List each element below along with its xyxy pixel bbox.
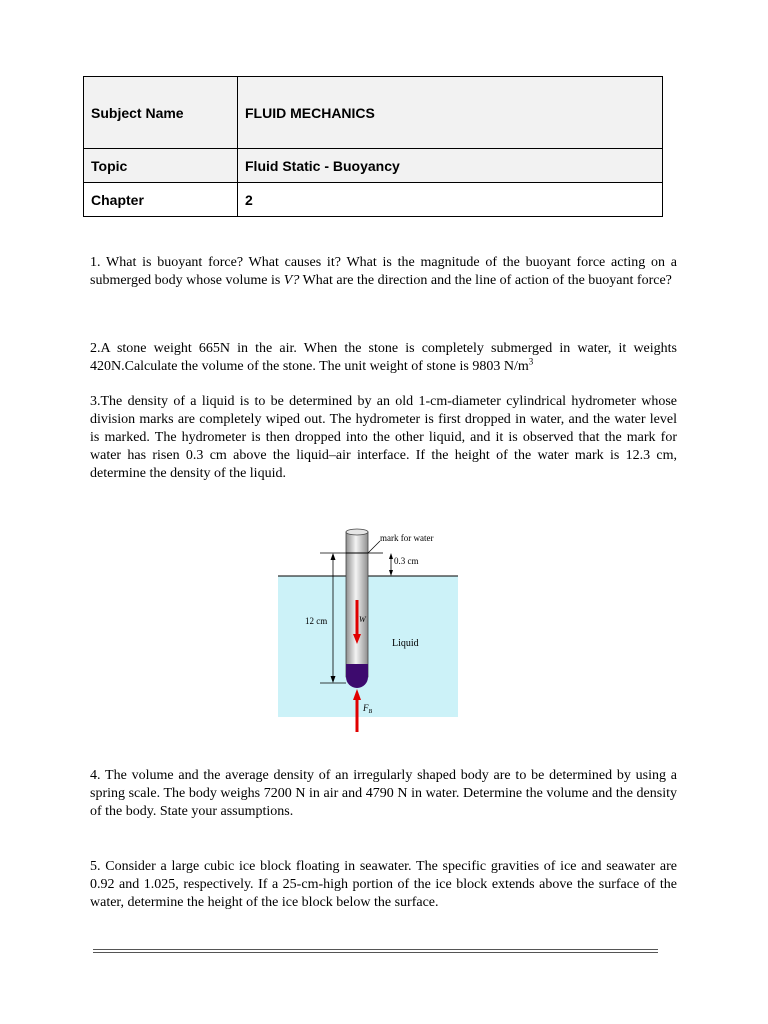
chapter-row [84, 183, 663, 217]
info-table [83, 76, 663, 217]
footer-rule-bottom [93, 952, 658, 953]
buoyant-label-subscript: B [368, 709, 373, 715]
topic-value: Fluid Static - Buoyancy [238, 149, 663, 183]
subject-row [84, 77, 663, 149]
hydrometer-top [346, 529, 368, 535]
height-arrow-top [331, 553, 336, 560]
weight-label: W [359, 615, 366, 624]
question-2-superscript: 3 [528, 356, 534, 367]
topic-label: Topic [84, 149, 238, 183]
question-3: 3.The density of a liquid is to be determined by an old 1-cm-diameter cylindrical hydrometer whose division marks are completely wiped out. The hydrometer is first dropped in water, and the water level is marked. The hydrometer is then dropped into the other liquid, and it is observed that the mark for water has risen 0.3 cm above the liquid–air interface. If the height of the water mark is 12.3 cm, determine the density of the liquid. [90, 394, 677, 481]
topic-row [84, 149, 663, 183]
subject-label: Subject Name [84, 77, 238, 149]
question-1-variable: V? [283, 273, 300, 288]
question-4: 4. The volume and the average density of an irregularly shaped body are to be determined by using a spring scale. The body weighs 7200 N in air and 4790 N in water. Determine the volume and the density of the body. State your assumptions. [90, 768, 677, 819]
height-label: 12 cm [305, 616, 328, 626]
question-1-text-a: 1. What is buoyant force? What causes it? What is the magnitude of the buoyant force acting on a submerged body whose volume is [90, 255, 677, 288]
chapter-value: 2 [238, 183, 663, 217]
question-2 [90, 340, 677, 376]
subject-value: FLUID MECHANICS [238, 77, 663, 149]
mark-leader [368, 541, 380, 553]
rise-arrow-bottom [389, 570, 393, 576]
hydrometer-ballast [346, 664, 368, 688]
question-1-text-b: What are the direction and the line of action of the buoyant force? [299, 273, 672, 288]
chapter-label: Chapter [84, 183, 238, 217]
rise-label: 0.3 cm [394, 556, 419, 566]
question-2-text: 2.A stone weight 665N in the air. When the stone is completely submerged in water, it weights 420N.Calculate the volume of the stone. The unit weight of stone is 9803 N/m [90, 341, 677, 374]
hydrometer-diagram [270, 522, 470, 737]
question-1 [90, 254, 677, 290]
liquid-label: Liquid [392, 638, 419, 649]
footer-rule-top [93, 949, 658, 950]
buoyant-label-main: F [363, 703, 369, 713]
question-5: 5. Consider a large cubic ice block floating in seawater. The specific gravities of ice and seawater are 0.92 and 1.025, respectively. If a 25-cm-high portion of the ice block extends above the surface of the water, determine the height of the ice block below the surface. [90, 859, 677, 910]
rise-arrow-top [389, 553, 393, 559]
mark-for-water-label: mark for water [380, 533, 434, 543]
